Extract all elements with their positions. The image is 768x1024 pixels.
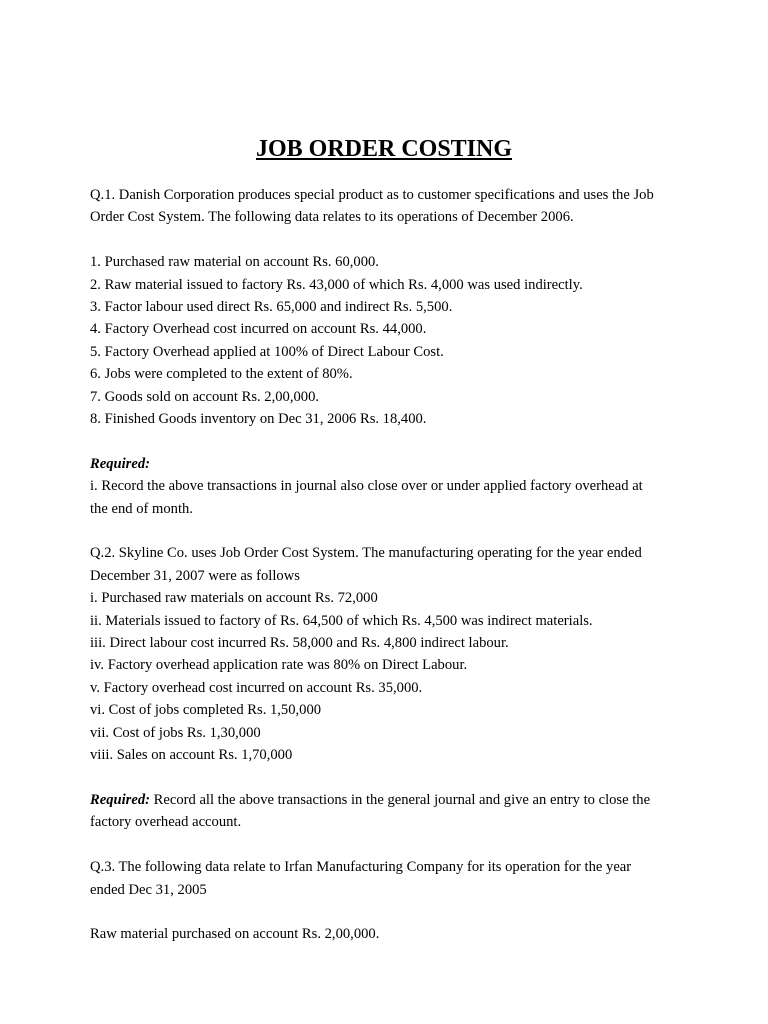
q2-item-5: v. Factory overhead cost incurred on account Rs. 35,000.	[90, 679, 423, 696]
spacer	[90, 901, 690, 923]
spacer	[90, 767, 690, 789]
q2-item-2: ii. Materials issued to factory of Rs. 64,500 of which Rs. 4,500 was indirect materials.	[90, 612, 593, 629]
q2-item-8: viii. Sales on account Rs. 1,70,000	[90, 747, 293, 764]
q1-item-2: 2. Raw material issued to factory Rs. 43,000 of which Rs. 4,000 was used indirectly.	[90, 276, 583, 293]
q2-required-text: Record all the above transactions in the general journal and give an entry to close the	[150, 791, 651, 808]
question-3	[90, 856, 690, 946]
q1-item-1: 1. Purchased raw material on account Rs. 60,000.	[90, 254, 379, 271]
q1-item-4: 4. Factory Overhead cost incurred on account Rs. 44,000.	[90, 321, 427, 338]
q2-intro-line-1: Q.2. Skyline Co. uses Job Order Cost System. The manufacturing operating for the year ended	[90, 545, 642, 562]
q2-item-7: vii. Cost of jobs Rs. 1,30,000	[90, 724, 261, 741]
q2-item-3: iii. Direct labour cost incurred Rs. 58,000 and Rs. 4,800 indirect labour.	[90, 635, 509, 652]
spacer	[90, 834, 690, 856]
spacer	[90, 520, 690, 542]
q1-required-line-1: i. Record the above transactions in journal also close over or under applied factory overhead at	[90, 478, 643, 495]
spacer	[90, 229, 690, 251]
q3-item-1: Raw material purchased on account Rs. 2,00,000.	[90, 926, 380, 943]
q1-intro-line-2: Order Cost System. The following data relates to its operations of December 2006.	[90, 209, 574, 226]
q2-item-6: vi. Cost of jobs completed Rs. 1,50,000	[90, 702, 322, 719]
q1-item-7: 7. Goods sold on account Rs. 2,00,000.	[90, 388, 320, 405]
q2-intro-line-2: December 31, 2007 were as follows	[90, 567, 300, 584]
q2-item-1: i. Purchased raw materials on account Rs. 72,000	[90, 590, 378, 607]
q3-intro-line-1: Q.3. The following data relate to Irfan Manufacturing Company for its operation for the year	[90, 859, 632, 876]
q2-required-label: Required:	[90, 791, 150, 808]
q1-item-6: 6. Jobs were completed to the extent of 80%.	[90, 366, 353, 383]
question-2	[90, 542, 690, 833]
q1-required-label: Required:	[90, 455, 150, 472]
q1-intro-line-1: Q.1. Danish Corporation produces special product as to customer specifications and uses the Job	[90, 187, 654, 203]
q2-required-line-2: factory overhead account.	[90, 814, 242, 831]
q1-item-8: 8. Finished Goods inventory on Dec 31, 2006 Rs. 18,400.	[90, 411, 427, 428]
page-title: JOB ORDER COSTING	[255, 136, 513, 162]
q1-item-5: 5. Factory Overhead applied at 100% of Direct Labour Cost.	[90, 343, 444, 360]
q2-required-line-1	[90, 789, 690, 811]
q3-intro-line-2: ended Dec 31, 2005	[90, 881, 207, 898]
q1-required-line-2: the end of month.	[90, 500, 193, 517]
q1-required-heading	[90, 453, 690, 475]
q1-item-3: 3. Factor labour used direct Rs. 65,000 and indirect Rs. 5,500.	[90, 299, 453, 316]
q2-item-4: iv. Factory overhead application rate was 80% on Direct Labour.	[90, 657, 468, 674]
spacer	[90, 430, 690, 452]
document-body	[90, 184, 690, 946]
question-1	[90, 184, 690, 520]
